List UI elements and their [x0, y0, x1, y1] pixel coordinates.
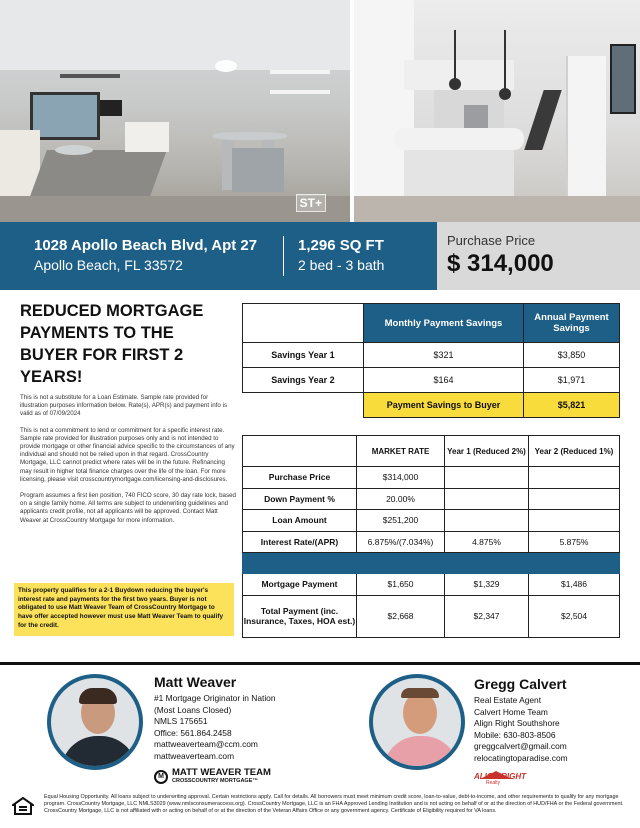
agent-name: Gregg Calvert — [474, 676, 567, 692]
agent-photo-gregg-calvert — [369, 674, 465, 770]
savings-table — [242, 303, 620, 418]
photo-watermark: ST+ — [296, 194, 326, 212]
table-row — [243, 531, 620, 553]
buydown-highlight: This property qualifies for a 2-1 Buydown reducing the buyer's interest rate and payments for the first two years. Buyer is not obligated to use Matt Weaver Team of CrossCountry Mortgage to have offer accepted however must use Matt Weaver Team to qualify for the credit. — [14, 583, 234, 636]
table-header-cell: Year 1 (Reduced 2%) — [445, 436, 529, 467]
table-cell — [445, 510, 529, 532]
table-row — [243, 574, 620, 596]
table-cell: $2,668 — [357, 595, 445, 637]
divider-cell — [357, 553, 445, 574]
table-header-row — [243, 436, 620, 467]
table-cell: $1,486 — [529, 574, 620, 596]
table-cell: $251,200 — [357, 510, 445, 532]
table-cell — [445, 467, 529, 489]
row-label: Total Payment (inc. Insurance, Taxes, HOA est.) — [243, 595, 357, 637]
disclaimer-paragraph-1: This is not a substitute for a Loan Estimate. Sample rate provided for illustration purposes information below. Rate(s), APR(s) and payment info is valid as of 07/09/2024 — [20, 394, 228, 418]
table-header-row — [243, 304, 620, 343]
agent-nmls: NMLS 175651 — [154, 716, 208, 727]
square-footage: 1,296 SQ FT — [298, 237, 384, 254]
table-cell: $3,850 — [524, 343, 620, 368]
beds-baths: 2 bed - 3 bath — [298, 257, 385, 273]
agent-website[interactable]: relocatingtoparadise.com — [474, 752, 568, 763]
total-savings-row — [243, 393, 620, 418]
agent-photo-matt-weaver — [47, 674, 143, 770]
table-row — [243, 595, 620, 637]
table-header-cell — [243, 436, 357, 467]
table-row — [243, 343, 620, 368]
living-dining-photo — [0, 0, 350, 222]
table-cell: $314,000 — [357, 467, 445, 489]
row-label: Savings Year 1 — [243, 343, 364, 368]
table-row — [243, 368, 620, 393]
disclaimer-paragraph-2: This is not a commitment to lend or commitment for a specific interest rate. Sample rate provided for illustration purposes only and is not intended to provide mortgage or other financial advice specific to the circumstances of any individual and should not be relied upon in that regard. CrossCountry Mortgage, LLC cannot predict where rates will be in the future. Refinancing may result in higher total finance charges over the life of the loan. For more licensing, please visit crosscountrymortgage.com/licensing-and-disclosures. — [20, 426, 235, 483]
mwt-logo-icon: M — [154, 770, 168, 784]
divider-row — [243, 553, 620, 574]
table-header-cell — [243, 304, 364, 343]
divider-cell — [445, 553, 529, 574]
row-label: Down Payment % — [243, 488, 357, 510]
logo-title: MATT WEAVER TEAM — [172, 767, 271, 778]
table-cell: $2,504 — [529, 595, 620, 637]
legal-disclaimer: Equal Housing Opportunity. All loans subject to underwriting approval. Certain restrictions apply. Call for details. All borrowers must meet minimum credit score, loan-to-value, debt-to-income, and other requirements to qualify for any mortgage program. CrossCountry Mortgage, LLC NMLS3029 (www.nmlsconsumeraccess.org). CrossCountry Mortgage, LLC is an FHA Approved Lending Institution and is not acting on behalf of or at the direction of HUD/FHA or the Federal government. CrossCountry Mortgage, LLC is not affiliated with or acting on behalf of or at the direction of the Veteran Affairs Office or any government agency. Certificate of Eligibility required for VA loans. — [44, 794, 624, 815]
table-cell: 6.875%/(7.034%) — [357, 531, 445, 553]
matt-weaver-team-logo — [154, 768, 271, 785]
total-savings-value: $5,821 — [524, 393, 620, 418]
total-savings-label: Payment Savings to Buyer — [364, 393, 524, 418]
agent-brokerage: Align Right Southshore — [474, 718, 560, 729]
logo-subtitle: CROSSCOUNTRY MORTGAGE™ — [172, 778, 258, 784]
table-cell: 20.00% — [357, 488, 445, 510]
address-line2: Apollo Beach, FL 33572 — [34, 257, 183, 273]
table-header-cell: Annual Payment Savings — [524, 304, 620, 343]
align-right-logo — [474, 766, 526, 786]
table-cell — [529, 510, 620, 532]
property-photos — [0, 0, 640, 222]
table-cell: $321 — [364, 343, 524, 368]
row-label: Savings Year 2 — [243, 368, 364, 393]
rate-comparison-table — [242, 435, 620, 638]
section-divider — [0, 662, 640, 665]
table-row — [243, 467, 620, 489]
agent-phone[interactable]: Office: 561.864.2458 — [154, 727, 232, 738]
table-cell: $164 — [364, 368, 524, 393]
table-cell: $1,329 — [445, 574, 529, 596]
agent-title: #1 Mortgage Originator in Nation — [154, 693, 276, 703]
logo-title: ALIGN RIGHT — [474, 772, 526, 781]
band-divider — [283, 236, 284, 276]
table-cell — [529, 488, 620, 510]
agent-email[interactable]: greggcalvert@gmail.com — [474, 741, 567, 752]
logo-subtitle: Realty — [486, 780, 501, 786]
address-line1: 1028 Apollo Beach Blvd, Apt 27 — [34, 237, 258, 254]
row-label: Mortgage Payment — [243, 574, 357, 596]
table-cell: $1,650 — [357, 574, 445, 596]
equal-housing-icon — [12, 797, 34, 815]
agent-card-matt-weaver — [154, 673, 276, 763]
row-label: Loan Amount — [243, 510, 357, 532]
agent-subtitle: (Most Loans Closed) — [154, 704, 232, 715]
listing-info-panel — [0, 222, 437, 290]
agent-card-gregg-calvert — [474, 675, 568, 765]
table-cell: 4.875% — [445, 531, 529, 553]
table-row — [243, 488, 620, 510]
disclaimer-paragraph-3: Program assumes a first lien position, 740 FICO score, 30 day rate lock, based on a single family home. All terms are subject to underwriting guidelines and applicants credit profile, not all applicants will be approved. Contact Matt Weaver at CrossCountry Mortgage for more information. — [20, 492, 236, 524]
agent-team: Calvert Home Team — [474, 706, 548, 717]
table-cell: $2,347 — [445, 595, 529, 637]
listing-header-band — [0, 222, 640, 290]
table-row — [243, 510, 620, 532]
agent-email[interactable]: mattweaverteam@ccm.com — [154, 739, 258, 750]
table-cell — [445, 488, 529, 510]
price-panel — [437, 222, 640, 290]
price-value: $ 314,000 — [447, 250, 554, 277]
row-label: Interest Rate/(APR) — [243, 531, 357, 553]
agent-website[interactable]: mattweaverteam.com — [154, 750, 235, 761]
divider-cell — [529, 553, 620, 574]
divider-cell — [243, 553, 357, 574]
program-description — [20, 300, 236, 525]
agent-title: Real Estate Agent — [474, 695, 542, 705]
kitchen-photo — [350, 0, 640, 222]
table-cell: 5.875% — [529, 531, 620, 553]
price-label: Purchase Price — [447, 233, 536, 248]
agent-phone[interactable]: Mobile: 630-803-8506 — [474, 729, 556, 740]
table-header-cell: Monthly Payment Savings — [364, 304, 524, 343]
table-header-cell: Year 2 (Reduced 1%) — [529, 436, 620, 467]
agent-name: Matt Weaver — [154, 674, 237, 690]
empty-cell — [243, 393, 364, 418]
row-label: Purchase Price — [243, 467, 357, 489]
headline: REDUCED MORTGAGE PAYMENTS TO THE BUYER FOR FIRST 2 YEARS! — [20, 302, 204, 386]
table-header-cell: MARKET RATE — [357, 436, 445, 467]
table-cell: $1,971 — [524, 368, 620, 393]
table-cell — [529, 467, 620, 489]
